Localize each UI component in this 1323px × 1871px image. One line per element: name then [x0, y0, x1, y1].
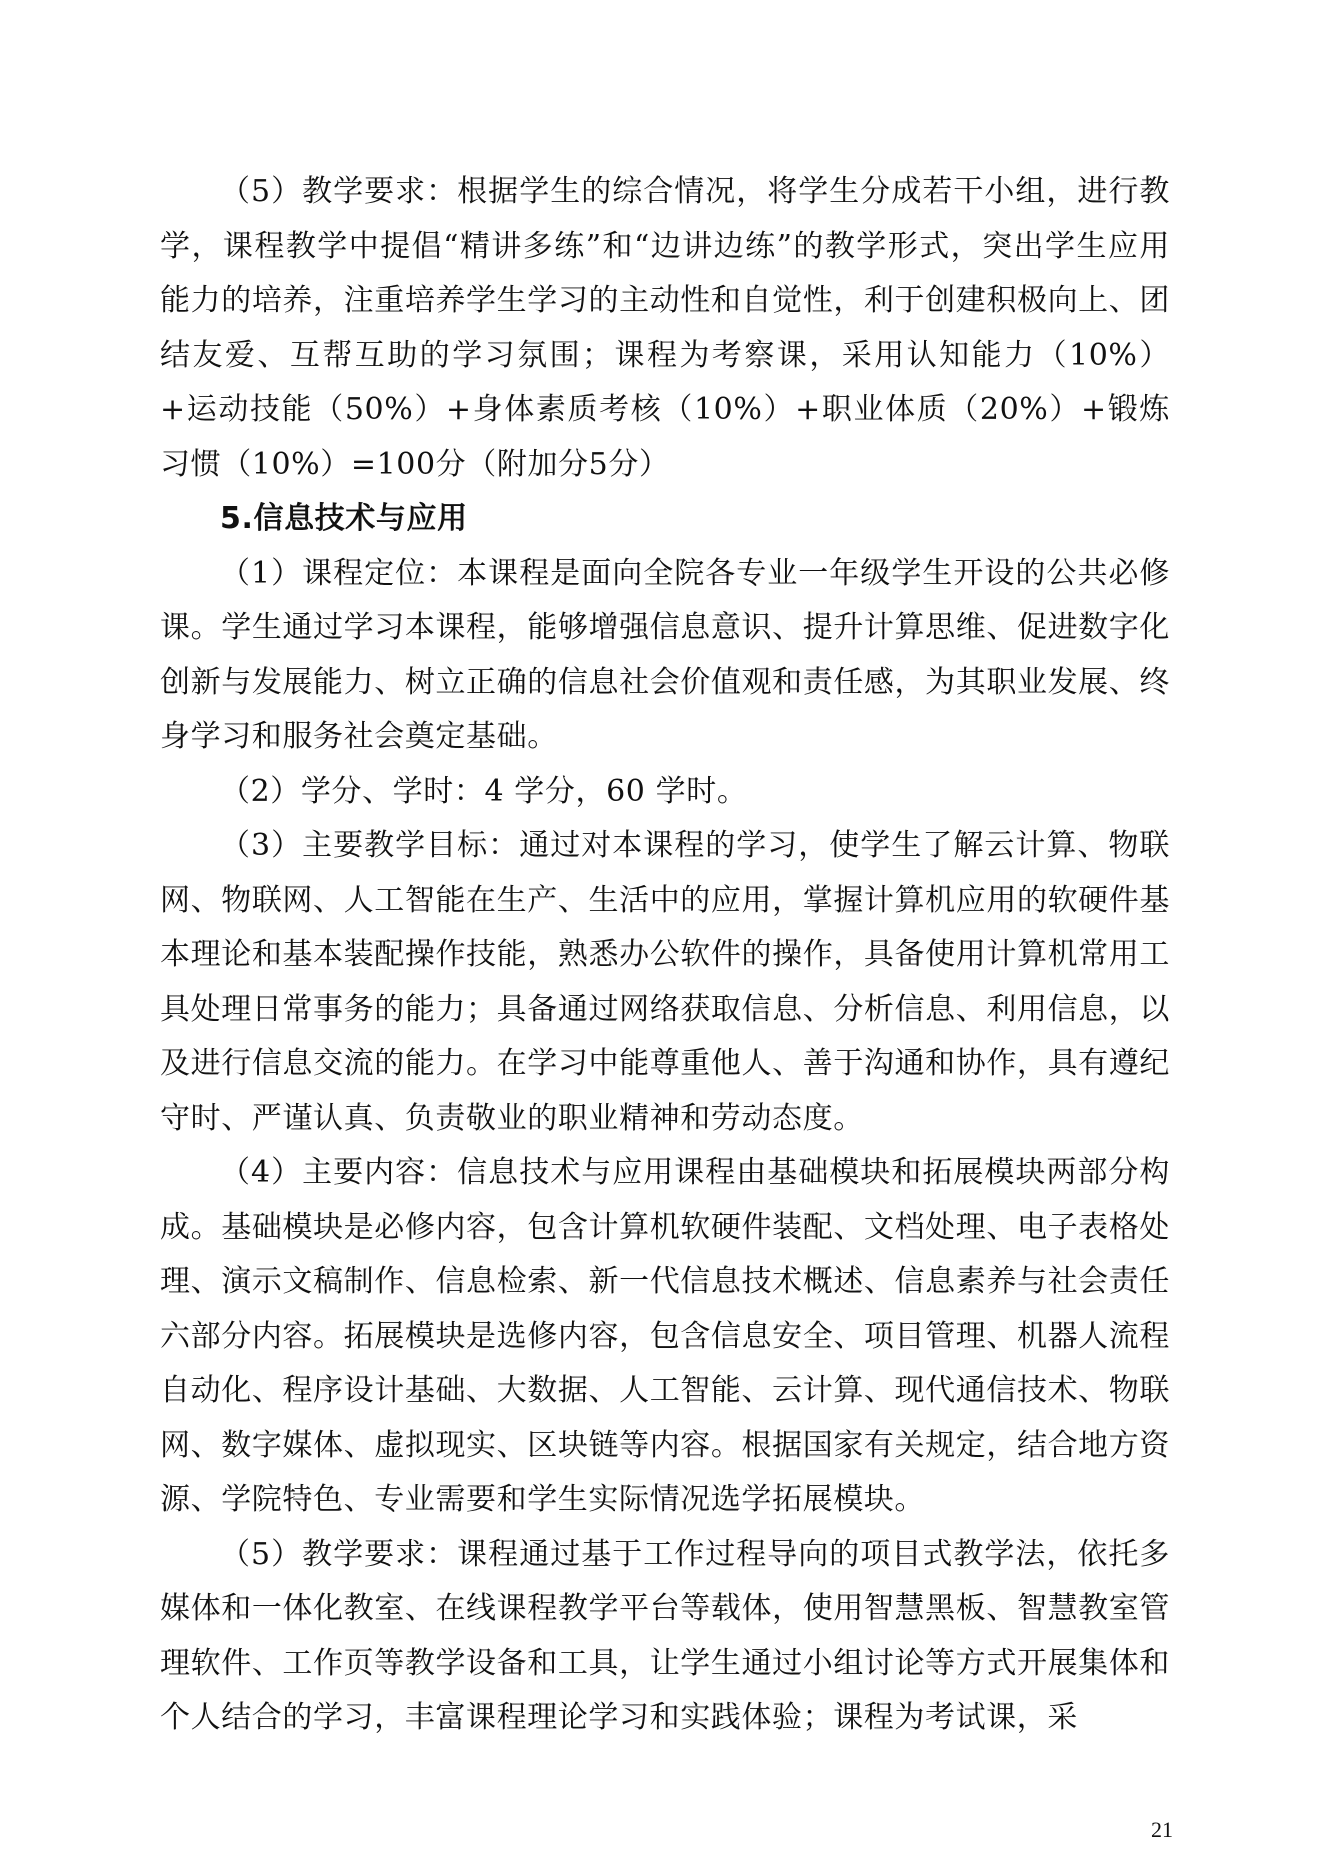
- paragraph-course-positioning: （1）课程定位：本课程是面向全院各专业一年级学生开设的公共必修课。学生通过学习本课程，能够增强信息意识、提升计算思维、促进数字化创新与发展能力、树立正确的信息社会价值观和责任感，为其职业发展、终身学习和服务社会奠定基础。: [160, 555, 1170, 754]
- paragraph-teaching-objectives: （3）主要教学目标：通过对本课程的学习，使学生了解云计算、物联网、物联网、人工智能在生产、生活中的应用，掌握计算机应用的软硬件基本理论和基本装配操作技能，熟悉办公软件的操作，具备使用计算机常用工具处理日常事务的能力；具备通过网络获取信息、分析信息、利用信息，以及进行信息交流的能力。在学习中能尊重他人、善于沟通和协作，具有遵纪守时、严谨认真、负责敬业的职业精神和劳动态度。: [160, 828, 1170, 1136]
- paragraph-teaching-requirements-pe: （5）教学要求：根据学生的综合情况，将学生分成若干小组，进行教学，课程教学中提倡“精讲多练”和“边讲边练”的教学形式，突出学生应用能力的培养，注重培养学生学习的主动性和自觉性，利于创建积极向上、团结友爱、互帮互助的学习氛围；课程为考察课，采用认知能力（10%）+运动技能（50%）+身体素质考核（10%）+职业体质（20%）+锻炼习惯（10%）=100分（附加分5分）: [160, 174, 1170, 482]
- paragraph-teaching-requirements-it: （5）教学要求：课程通过基于工作过程导向的项目式教学法，依托多媒体和一体化教室、在线课程教学平台等载体，使用智慧黑板、智慧教室管理软件、工作页等教学设备和工具，让学生通过小组讨论等方式开展集体和个人结合的学习，丰富课程理论学习和实践体验；课程为考试课，采: [160, 1536, 1170, 1735]
- paragraph-credits-hours: （2）学分、学时：4 学分，60 学时。: [220, 773, 748, 809]
- paragraph-main-content: （4）主要内容：信息技术与应用课程由基础模块和拓展模块两部分构成。基础模块是必修内容，包含计算机软硬件装配、文档处理、电子表格处理、演示文稿制作、信息检索、新一代信息技术概述、信息素养与社会责任六部分内容。拓展模块是选修内容，包含信息安全、项目管理、机器人流程自动化、程序设计基础、大数据、人工智能、云计算、现代通信技术、物联网、数字媒体、虚拟现实、区块链等内容。根据国家有关规定，结合地方资源、学院特色、专业需要和学生实际情况选学拓展模块。: [160, 1155, 1170, 1517]
- document-body: [160, 165, 1170, 1746]
- page-number: 21: [1151, 1817, 1173, 1842]
- section-heading-info-tech: 5.信息技术与应用: [220, 501, 468, 536]
